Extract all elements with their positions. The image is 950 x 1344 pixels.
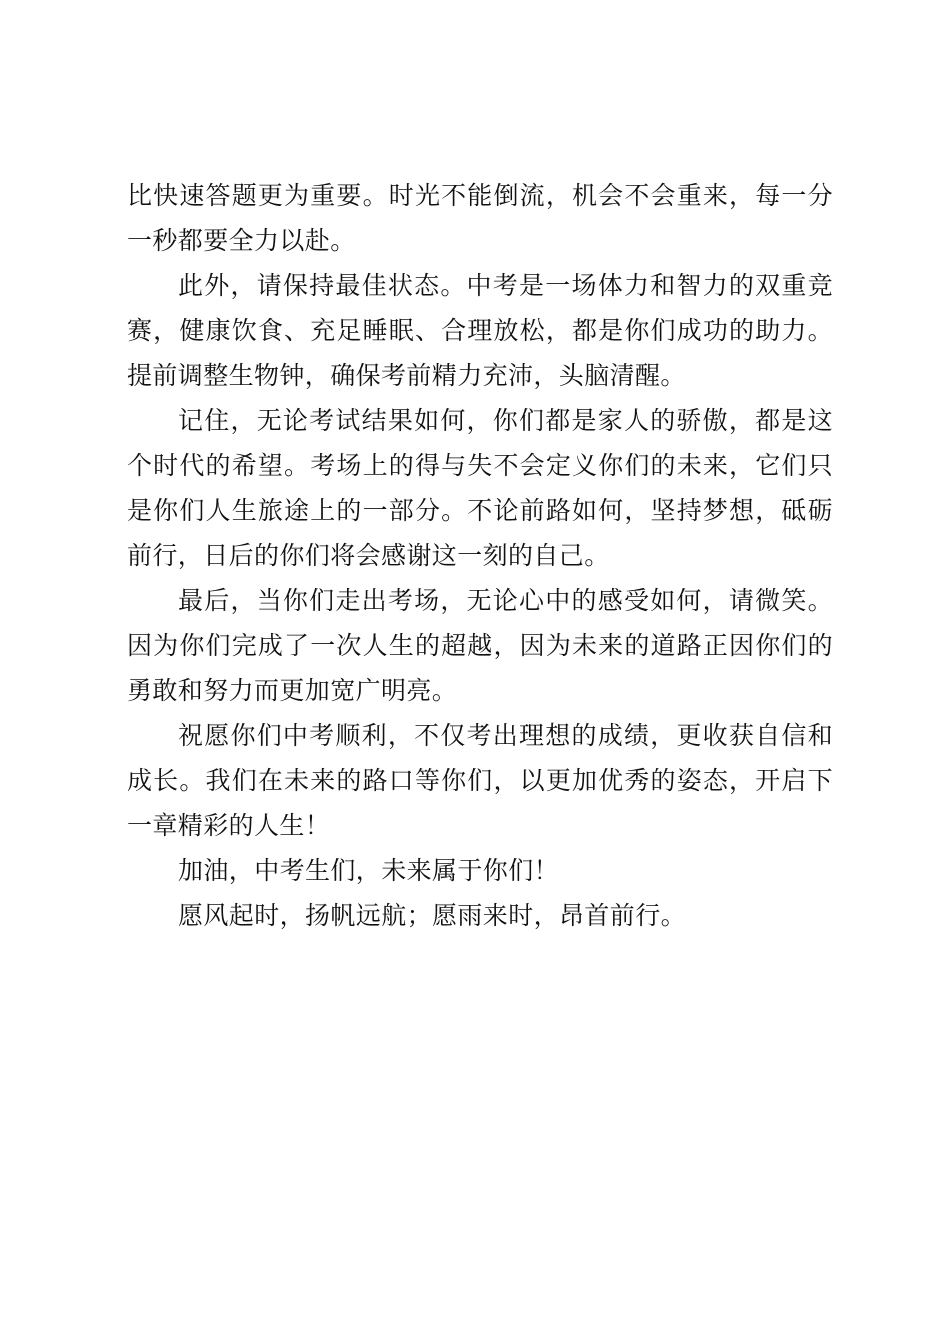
- paragraph-finally-smile: 最后，当你们走出考场，无论心中的感受如何，请微笑。因为你们完成了一次人生的超越，因为未来的道路正因你们的勇敢和努力而更加宽广明亮。: [127, 586, 833, 705]
- paragraph-best-state: 此外，请保持最佳状态。中考是一场体力和智力的双重竞赛，健康饮食、充足睡眠、合理放松，都是你们成功的助力。提前调整生物钟，确保考前精力充沛，头脑清醒。: [127, 271, 833, 390]
- paragraph-cheer: 加油，中考生们，未来属于你们！: [178, 856, 560, 885]
- paragraph-wishes: 祝愿你们中考顺利，不仅考出理想的成绩，更收获自信和成长。我们在未来的路口等你们，以更加优秀的姿态，开启下一章精彩的人生！: [127, 721, 833, 840]
- paragraph-continuation: 比快速答题更为重要。时光不能倒流，机会不会重来，每一分一秒都要全力以赴。: [127, 181, 833, 255]
- paragraph-remember: 记住，无论考试结果如何，你们都是家人的骄傲，都是这个时代的希望。考场上的得与失不会定义你们的未来，它们只是你们人生旅途上的一部分。不论前路如何，坚持梦想，砥砺前行，日后的你们将会感谢这一刻的自己。: [127, 406, 833, 570]
- paragraph-closing-motto: 愿风起时，扬帆远航；愿雨来时，昂首前行。: [178, 901, 687, 930]
- document-body: [127, 173, 833, 938]
